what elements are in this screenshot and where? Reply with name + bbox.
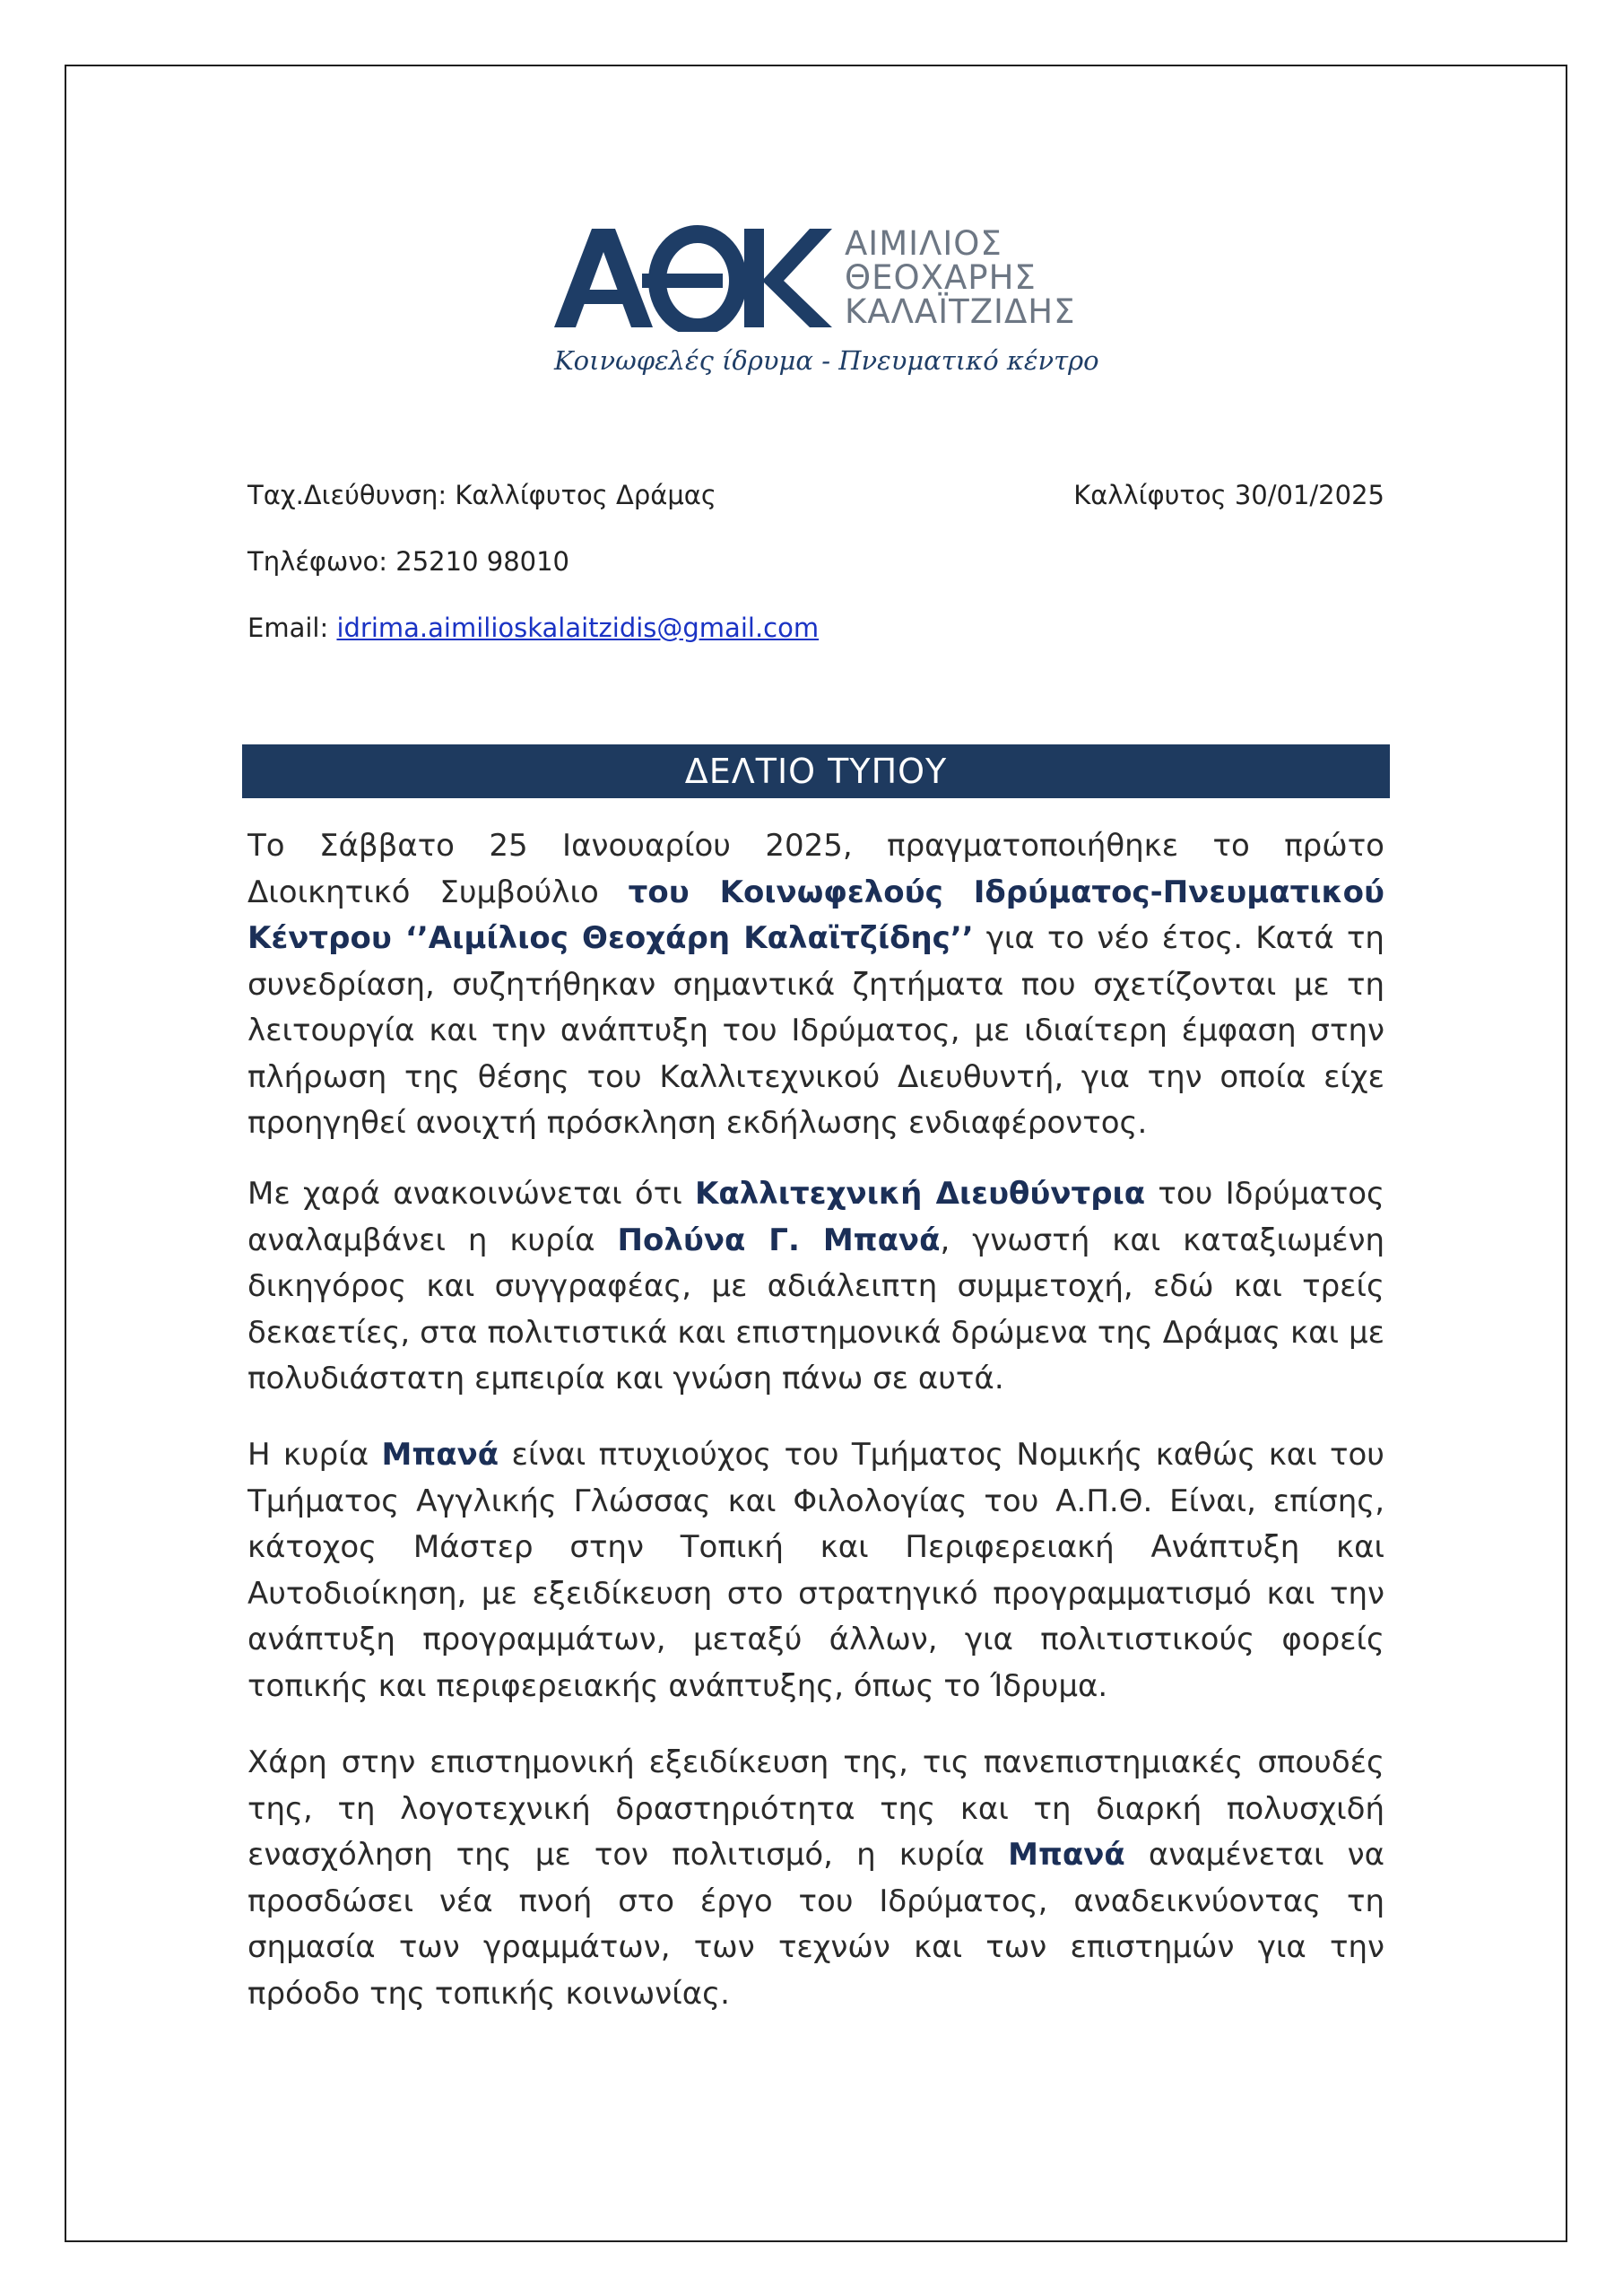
text-run: αναλαμβάνει η κυρία [247, 1222, 618, 1258]
contact-address-row [247, 480, 1384, 510]
text-line: Το Σάββατο 25 Ιανουαρίου 2025, πραγματοποιήθηκε το πρώτο [247, 828, 1384, 864]
text-run: Διοικητικό Συμβούλιο [247, 874, 629, 910]
text-line: Αυτοδιοίκηση, με εξειδίκευση στο στρατηγικό προγραμματισμό και την [247, 1575, 1384, 1612]
postal-address: Ταχ.Διεύθυνση: Καλλίφυτος Δράμας [247, 480, 716, 510]
text-run: για το νέο έτος. Κατά τη [973, 920, 1384, 956]
text-line: προηγηθεί ανοιχτή πρόσκληση εκδήλωσης ενδιαφέροντος. [247, 1105, 1148, 1141]
paragraph-1 [247, 823, 1384, 1147]
foundation-name-bold: Κέντρου ‘’Αιμίλιος Θεοχάρη Καλαϊτζίδης’’ [247, 920, 974, 956]
text-line: δεκαετίες, στα πολιτιστικά και επιστημονικά δρώμενα της Δράμας και με [247, 1314, 1384, 1351]
text-line: πολυδιάστατη εμπειρία και γνώση πάνω σε αυτά. [247, 1361, 1004, 1396]
logo-name-line: ΘΕΟΧΑΡΗΣ [845, 258, 1037, 297]
logo-name [845, 224, 1105, 331]
text-run: Με χαρά ανακοινώνεται ότι [247, 1176, 695, 1212]
logo-name-line: ΑΙΜΙΛΙΟΣ [845, 224, 1002, 263]
text-run: , γνωστή και καταξιωμένη [940, 1222, 1384, 1258]
contact-phone: Τηλέφωνο: 25210 98010 [247, 546, 570, 577]
text-line: Τμήματος Αγγλικής Γλώσσας και Φιλολογίας του Α.Π.Θ. Είναι, επίσης, [247, 1483, 1384, 1519]
text-line [247, 1171, 1384, 1218]
foundation-name-bold: του Κοινωφελούς Ιδρύματος-Πνευματικού [628, 874, 1384, 910]
place-date: Καλλίφυτος 30/01/2025 [1073, 480, 1384, 510]
foundation-logo [554, 220, 1099, 381]
logo-name-line: ΚΑΛΑΪΤΖΙΔΗΣ [845, 292, 1076, 331]
text-line: της, τη λογοτεχνική δραστηριότητα της και τη διαρκή πολυσχιδή [247, 1790, 1384, 1827]
text-run: του Ιδρύματος [1145, 1176, 1384, 1212]
email-link[interactable]: idrima.aimilioskalaitzidis@gmail.com [336, 613, 820, 643]
text-line: τοπικής και περιφερειακής ανάπτυξης, όπως το Ίδρυμα. [247, 1667, 1108, 1704]
text-line: πρόοδο της τοπικής κοινωνίας. [247, 1975, 730, 2012]
role-bold: Καλλιτεχνική Διευθύντρια [694, 1176, 1146, 1212]
text-line: κάτοχος Μάστερ στην Τοπική και Περιφερειακή Ανάπτυξη και [247, 1529, 1384, 1565]
person-name-bold: Μπανά [381, 1437, 499, 1473]
text-line [247, 1832, 1384, 1879]
paragraph-3 [247, 1432, 1384, 1709]
person-name-bold: Μπανά [1008, 1837, 1125, 1873]
logo-mark-akk [554, 220, 832, 332]
person-name-bold: Πολύνα Γ. Μπανά [617, 1222, 941, 1258]
text-line: Χάρη στην επιστημονική εξειδίκευση της, τις πανεπιστημιακές σπουδές [247, 1744, 1384, 1780]
text-line: σημασία των γραμμάτων, των τεχνών και των επιστημών για την [247, 1929, 1384, 1965]
text-line [247, 870, 1384, 917]
text-line [247, 1218, 1384, 1265]
text-line: λειτουργία και την ανάπτυξη του Ιδρύματος, με ιδιαίτερη έμφαση στην [247, 1013, 1384, 1048]
text-line: δικηγόρος και συγγραφέας, με αδιάλειπτη συμμετοχή, εδώ και τρείς [247, 1268, 1384, 1304]
text-line [247, 916, 1384, 962]
logo-tagline: Κοινωφελές ίδρυμα - Πνευματικό κέντρο [554, 345, 1099, 376]
text-line: ανάπτυξη προγραμμάτων, μεταξύ άλλων, για πολιτιστικούς φορείς [247, 1622, 1384, 1657]
press-release-banner: ΔΕΛΤΙΟ ΤΥΠΟΥ [242, 744, 1390, 798]
email-label: Email: [247, 613, 337, 643]
paragraph-4 [247, 1740, 1384, 2017]
paragraph-2 [247, 1171, 1384, 1403]
text-line [247, 1432, 1384, 1479]
text-line: προσδώσει νέα πνοή στο έργο του Ιδρύματος, αναδεικνύοντας τη [247, 1883, 1384, 1919]
text-line: πλήρωση της θέσης του Καλλιτεχνικού Διευθυντή, για την οποία είχε [247, 1058, 1384, 1095]
text-run: ενασχόληση της με τον πολιτισμό, η κυρία [247, 1837, 1009, 1873]
contact-email-row [247, 613, 1384, 643]
text-line: συνεδρίαση, συζητήθηκαν σημαντικά ζητήματα που σχετίζονται με τη [247, 966, 1384, 1003]
text-run: αναμένεται να [1124, 1837, 1384, 1873]
text-run: Η κυρία [247, 1437, 382, 1473]
text-run: είναι πτυχιούχος του Τμήματος Νομικής καθώς και του [499, 1437, 1384, 1473]
